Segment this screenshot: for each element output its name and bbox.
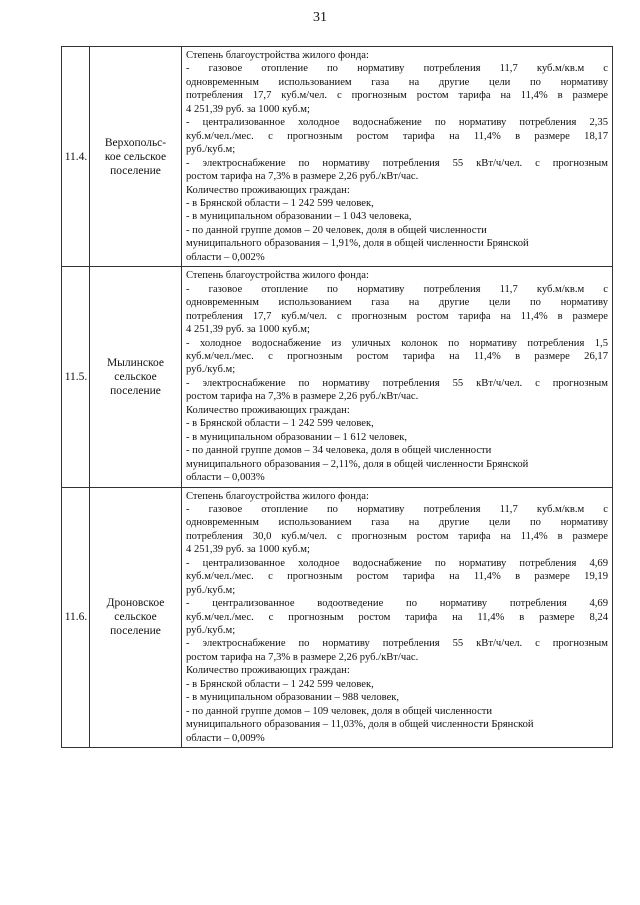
description-line: Степень благоустройства жилого фонда: (186, 490, 369, 502)
description-line: муниципального образования – 2,11%, доля в общей численности Брянской (186, 458, 529, 470)
description-line: - в муниципальном образовании – 1 612 человек, (186, 431, 408, 443)
description-line: 4 251,39 руб. за 1000 куб.м; (186, 103, 310, 115)
table-row (62, 487, 613, 748)
description-line: одновременным использованием газа на другие цели по нормативу (186, 517, 608, 529)
description-line: - газовое отопление по нормативу потребления 11,7 куб.м/кв.м с (186, 503, 608, 515)
settlement-name-line: сельское (114, 611, 157, 624)
description-line: - в Брянской области – 1 242 599 человек, (186, 678, 374, 690)
description-line: Количество проживающих граждан: (186, 665, 350, 677)
description-line: Количество проживающих граждан: (186, 404, 350, 416)
description-line: области – 0,002% (186, 251, 265, 263)
settlement-name-line: поселение (110, 625, 161, 638)
row-number: 11.5. (62, 267, 90, 487)
description-line: руб./куб.м; (186, 364, 236, 376)
settlements-table (61, 46, 613, 748)
description-line: - газовое отопление по нормативу потребления 11,7 куб.м/кв.м с (186, 283, 608, 295)
description-line: - централизованное водоотведение по нормативу потребления 4,69 (186, 598, 608, 610)
settlement-name-line: кое сельское (104, 150, 167, 163)
description-line: - электроснабжение по нормативу потребления 55 кВт/ч/чел. с прогнозным (186, 638, 608, 650)
description-line: - в Брянской области – 1 242 599 человек, (186, 418, 374, 430)
settlement-name-line: поселение (110, 384, 161, 397)
settlement-name (90, 267, 182, 487)
row-number: 11.4. (62, 47, 90, 267)
description-line: 4 251,39 руб. за 1000 куб.м; (186, 324, 310, 336)
description-line: потребления 17,7 куб.м/чел. с прогнозным ростом тарифа на 11,4% в размере (186, 310, 608, 322)
description-line: муниципального образования – 11,03%, доля в общей численности Брянской (186, 719, 534, 731)
description-line: одновременным использованием газа на другие цели по нормативу (186, 76, 608, 88)
description-line: потребления 17,7 куб.м/чел. с прогнозным ростом тарифа на 11,4% в размере (186, 90, 608, 102)
description-line: Степень благоустройства жилого фонда: (186, 50, 369, 61)
description-line: области – 0,009% (186, 732, 265, 744)
description-line: - электроснабжение по нормативу потребления 55 кВт/ч/чел. с прогнозным (186, 377, 608, 389)
description-line: - по данной группе домов – 109 человек, доля в общей численности (186, 705, 493, 717)
settlement-description (182, 487, 613, 748)
description-line: руб./куб.м; (186, 584, 236, 596)
description-line: 4 251,39 руб. за 1000 куб.м; (186, 544, 310, 556)
description-line: - в муниципальном образовании – 988 человек, (186, 692, 400, 704)
description-line: ростом тарифа на 7,3% в размере 2,26 руб./кВт/час. (186, 171, 419, 183)
settlement-name (90, 47, 182, 267)
settlement-description (182, 47, 613, 267)
description-line: куб.м/чел./мес. с прогнозным ростом тарифа на 11,4% в размере 26,17 (186, 350, 608, 362)
description-line: - в Брянской области – 1 242 599 человек, (186, 197, 374, 209)
description-line: одновременным использованием газа на другие цели по нормативу (186, 297, 608, 309)
table-row (62, 267, 613, 487)
description-line: - газовое отопление по нормативу потребления 11,7 куб.м/кв.м с (186, 63, 608, 75)
settlement-name (90, 487, 182, 748)
settlement-name-line: Дроновское (106, 597, 165, 610)
description-line: - холодное водоснабжение из уличных колонок по нормативу потребления 1,5 (186, 337, 608, 349)
description-line: муниципального образования – 1,91%, доля в общей численности Брянской (186, 238, 529, 250)
description-line: ростом тарифа на 7,3% в размере 2,26 руб./кВт/час. (186, 651, 419, 663)
description-line: - электроснабжение по нормативу потребления 55 кВт/ч/чел. с прогнозным (186, 157, 608, 169)
description-line: куб.м/чел./мес. с прогнозным ростом тарифа на 11,4% в размере 19,19 (186, 571, 608, 583)
settlement-name-line: поселение (110, 164, 161, 177)
description-line: - по данной группе домов – 20 человек, доля в общей численности (186, 224, 487, 236)
description-line: Степень благоустройства жилого фонда: (186, 270, 369, 282)
description-line: куб.м/чел./мес. с прогнозным ростом тарифа на 11,4% в размере 18,17 (186, 130, 608, 142)
description-line: - в муниципальном образовании – 1 043 человека, (186, 211, 412, 223)
row-number: 11.6. (62, 487, 90, 748)
settlement-description (182, 267, 613, 487)
settlement-name-line: Верхопольс- (104, 136, 167, 149)
description-line: ростом тарифа на 7,3% в размере 2,26 руб./кВт/час. (186, 391, 419, 403)
table-row (62, 47, 613, 267)
description-line: - по данной группе домов – 34 человека, доля в общей численности (186, 445, 492, 457)
settlement-name-line: сельское (114, 370, 157, 383)
description-line: - централизованное холодное водоснабжение по нормативу потребления 4,69 (186, 557, 608, 569)
description-line: Количество проживающих граждан: (186, 184, 350, 196)
settlement-name-line: Мылинское (106, 356, 165, 369)
description-line: области – 0,003% (186, 472, 265, 484)
description-line: куб.м/чел./мес. с прогнозным ростом тарифа на 11,4% в размере 8,24 (186, 611, 608, 623)
page-number: 31 (313, 10, 327, 25)
description-line: руб./куб.м; (186, 144, 236, 156)
description-line: - централизованное холодное водоснабжение по нормативу потребления 2,35 (186, 117, 608, 129)
description-line: потребления 30,0 куб.м/чел. с прогнозным ростом тарифа на 11,4% в размере (186, 530, 608, 542)
description-line: руб./куб.м; (186, 625, 236, 637)
